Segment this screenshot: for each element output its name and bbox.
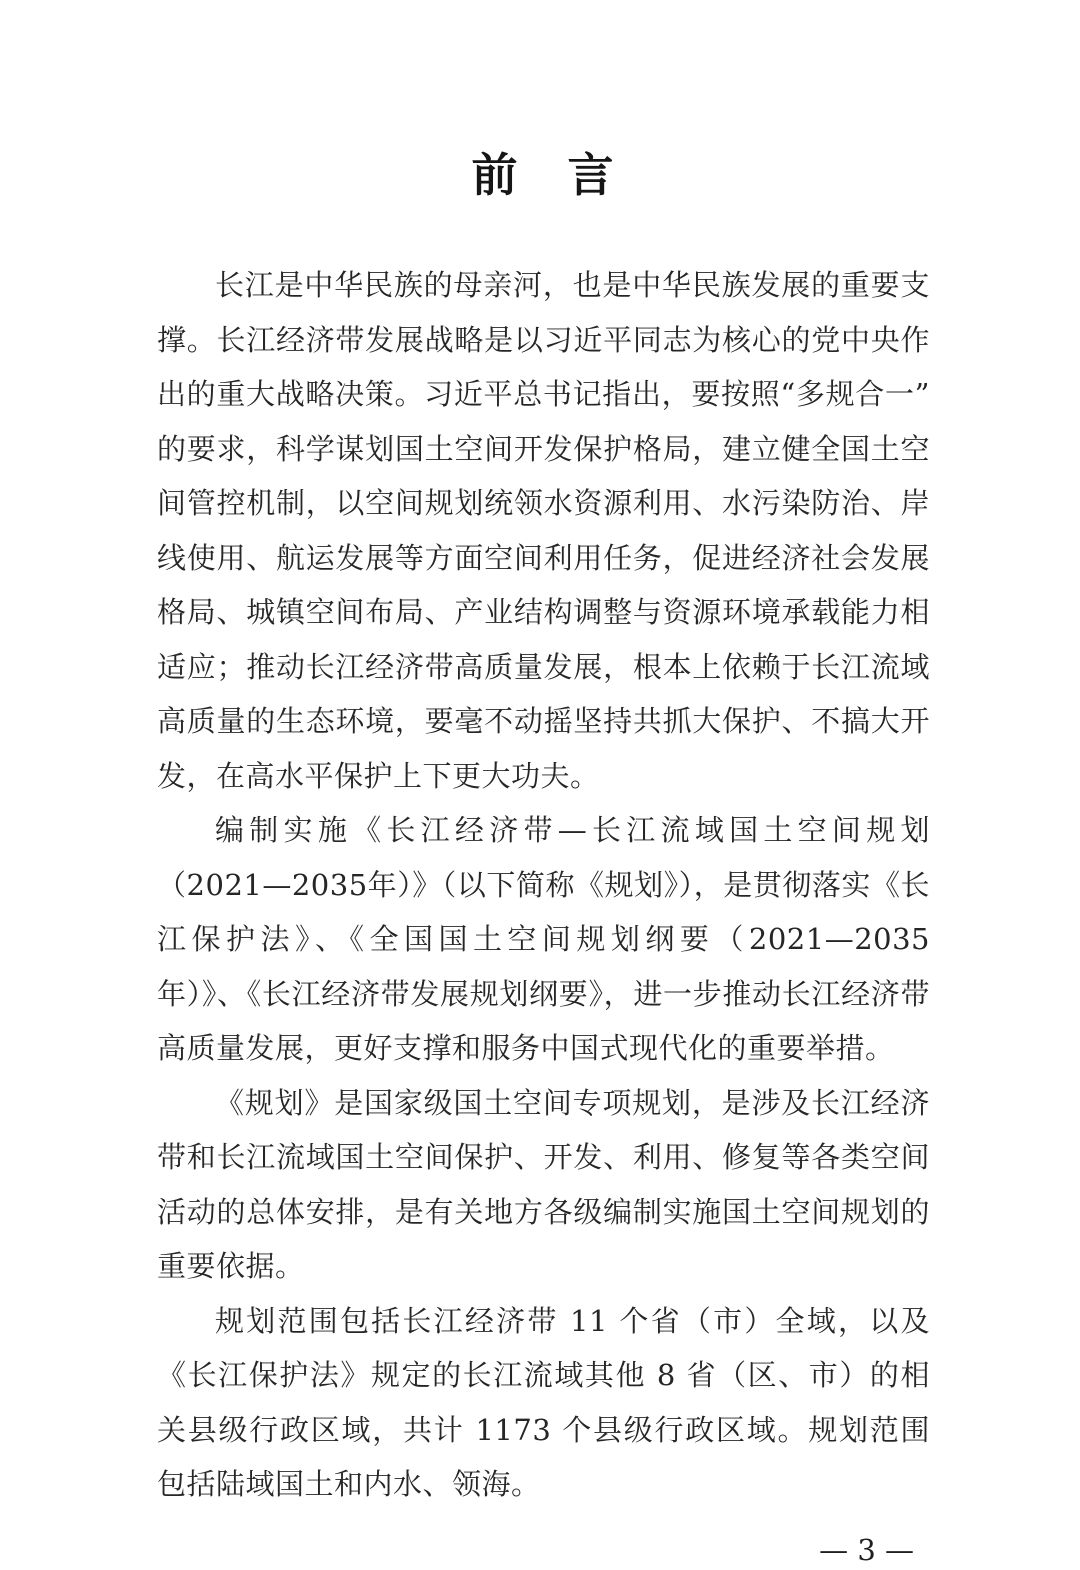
paragraph-yangtze-strategy: 长江是中华民族的母亲河，也是中华民族发展的重要支撑。长江经济带发展战略是以习近平同志为核心的党中央作出的重大战略决策。习近平总书记指出，要按照“多规合一”的要求，科学谋划国土空间开发保护格局，建立健全国土空间管控机制，以空间规划统领水资源利用、水污染防治、岸线使用、航运发展等方面空间利用任务，促进经济社会发展格局、城镇空间布局、产业结构调整与资源环境承载能力相适应；推动长江经济带高质量发展，根本上依赖于长江流域高质量的生态环境，要毫不动摇坚持共抓大保护、不搞大开发，在高水平保护上下更大功夫。 [157, 268, 930, 793]
page-number: — 3 — [819, 1532, 914, 1567]
paragraph-plan-implementation: 编制实施《长江经济带—长江流域国土空间规划（2021—2035年）》（以下简称《规划》），是贯彻落实《长江保护法》、《全国国土空间规划纲要（2021—2035 年）》、《长江经济带发展规划纲要》，进一步推动长江经济带高质量发展，更好支撑和服务中国式现代化的重要举措。 [157, 813, 930, 1066]
paragraph-plan-scope: 规划范围包括长江经济带 11 个省（市）全域，以及《长江保护法》规定的长江流域其他 8 省（区、市）的相关县级行政区域，共计 1173 个县级行政区域。规划范围包括陆域国土和内水、领海。 [157, 1303, 930, 1502]
paragraph-plan-nature: 《规划》是国家级国土空间专项规划，是涉及长江经济带和长江流域国土空间保护、开发、利用、修复等各类空间活动的总体安排，是有关地方各级编制实施国土空间规划的重要依据。 [157, 1085, 930, 1284]
page-title: 前 言 [471, 148, 616, 202]
document-body [157, 258, 930, 1512]
